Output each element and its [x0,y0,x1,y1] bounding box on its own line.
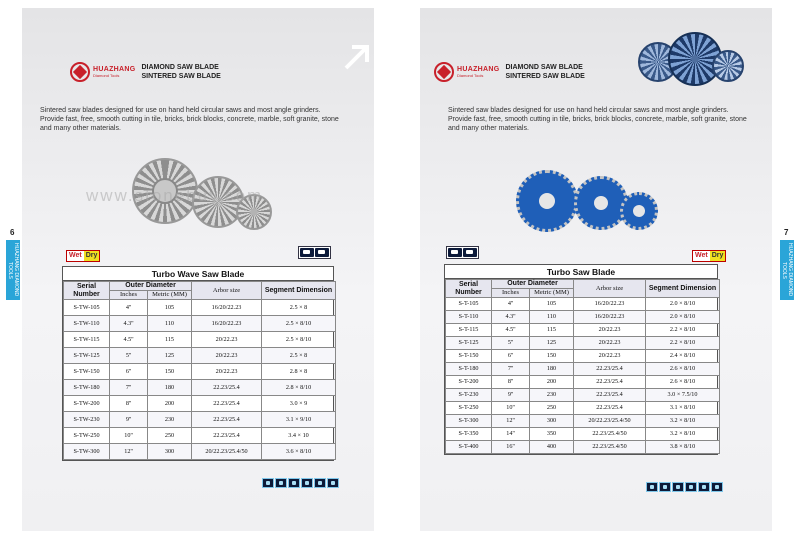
table-row: S-TW-230 9'' 230 22.23/25.4 3.1 × 9/10 [64,412,336,428]
arrow-up-right-icon [340,40,374,74]
concrete-icon [288,478,300,488]
table-row: S-T-300 12'' 300 20/22.23/25.4/50 3.2 × 8/10 [446,415,720,428]
stone-icon [327,478,339,488]
table-row: S-T-200 8'' 200 22.23/25.4 2.6 × 8/10 [446,376,720,389]
marble-icon [301,478,313,488]
blade-hub [594,196,608,210]
granite-icon [698,482,710,492]
col-arbor: Arbor size [192,282,262,300]
col-segment: Segment Dimension [262,282,336,300]
page-number-left: 6 [10,228,15,237]
table-row: S-TW-300 12'' 300 20/22.23/25.4/50 3.6 × 8/10 [64,444,336,460]
application-icons-left [262,478,339,488]
table-row: S-T-180 7'' 180 22.23/25.4 2.6 × 8/10 [446,363,720,376]
table-row: S-TW-115 4.5'' 115 20/22.23 2.5 × 8/10 [64,332,336,348]
small-gear-icon [712,50,744,82]
col-metric: Metric (MM) [530,289,574,298]
intro-text: Sintered saw blades designed for use on hand held circular saws and most angle grinders. Provide fast, free, smooth cutting in tile, bricks, brick blocks, concrete, marble, soft granite, stone and many other materials. [40,107,339,132]
spec-table [445,279,720,454]
col-serial: Serial Number [64,282,110,300]
circular-saw-icon [463,248,477,257]
section-heading [141,63,220,81]
spec-table-turbo-wave [62,266,334,461]
col-inches: Inches [110,291,148,300]
brick-icon [275,478,287,488]
tile-icon [262,478,274,488]
grinder-icon [448,248,462,257]
table-row: S-TW-125 5'' 125 20/22.23 2.5 × 8 [64,348,336,364]
table-row: S-TW-110 4.3'' 110 16/20/22.23 2.5 × 8/10 [64,316,336,332]
table-title: Turbo Saw Blade [445,265,717,279]
brand-logo-icon [434,62,454,82]
table-row: S-T-250 10'' 250 22.23/25.4 3.1 × 8/10 [446,402,720,415]
grinder-icon [300,248,314,257]
table-row: S-T-350 14'' 350 22.23/25.4/50 3.2 × 8/10 [446,428,720,441]
page-left [22,8,374,531]
table-row: S-T-400 16'' 400 22.23/25.4/50 3.8 × 8/10 [446,441,720,454]
wet-dry-badge: Wet Dry [66,250,100,262]
brick-icon [659,482,671,492]
page-right [420,8,772,531]
table-row: S-T-125 5'' 125 20/22.23 2.2 × 8/10 [446,337,720,350]
blade-hub [539,193,555,209]
heading-line-1: DIAMOND SAW BLADE [505,64,583,71]
table-row: S-TW-180 7'' 180 22.23/25.4 2.8 × 8/10 [64,380,336,396]
col-metric: Metric (MM) [148,291,192,300]
table-row: S-T-105 4'' 105 16/20/22.23 2.0 × 8/10 [446,298,720,311]
stone-icon [711,482,723,492]
section-heading [505,63,584,81]
intro-text: Sintered saw blades designed for use on hand held circular saws and most angle grinders. Provide fast, free, smooth cutting in tile, bricks, brick blocks, concrete, marble, soft granite, stone and many other materials. [448,107,747,132]
brand-logo-icon [70,62,90,82]
spec-table [63,281,336,460]
wet-dry-badge: Wet Dry [692,250,726,262]
tile-icon [646,482,658,492]
marble-icon [685,482,697,492]
brand-wordmark: HUAZHANG Diamond Tools [457,66,500,78]
heading-line-2: SINTERED SAW BLADE [505,73,585,80]
tool-icons-group [446,246,479,259]
table-row: S-T-150 6'' 150 20/22.23 2.4 × 8/10 [446,350,720,363]
page-number-right: 7 [784,228,789,237]
table-title: Turbo Wave Saw Blade [63,267,333,281]
table-row: S-TW-250 10'' 250 22.23/25.4 3.4 × 10 [64,428,336,444]
table-row: S-TW-105 4'' 105 16/20/22.23 2.5 × 8 [64,300,336,316]
heading-line-1: DIAMOND SAW BLADE [141,64,219,71]
col-segment: Segment Dimension [646,280,720,298]
col-outer-diameter: Outer Diameter [110,282,192,291]
col-serial: Serial Number [446,280,492,298]
heading-line-2: SINTERED SAW BLADE [141,73,221,80]
col-inches: Inches [492,289,530,298]
col-arbor: Arbor size [574,280,646,298]
brand-header [434,62,585,82]
brand-wordmark: HUAZHANG Diamond Tools [93,66,136,78]
table-row: S-T-230 9'' 230 22.23/25.4 3.0 × 7.5/10 [446,389,720,402]
side-tab-left: HUAZHANG DIAMOND TOOLS [6,240,20,300]
watermark-text: www.stonebuy.com [86,186,264,205]
granite-icon [314,478,326,488]
table-row: S-TW-150 6'' 150 20/22.23 2.8 × 8 [64,364,336,380]
table-row: S-TW-200 8'' 200 22.23/25.4 3.0 × 9 [64,396,336,412]
blade-hub [633,205,645,217]
brand-header [70,62,221,82]
spec-table-turbo [444,264,718,455]
side-tab-right: HUAZHANG DIAMOND TOOLS [780,240,794,300]
col-outer-diameter: Outer Diameter [492,280,574,289]
concrete-icon [672,482,684,492]
table-row: S-T-110 4.3'' 110 16/20/22.23 2.0 × 8/10 [446,311,720,324]
table-row: S-T-115 4.5'' 115 20/22.23 2.2 × 8/10 [446,324,720,337]
application-icons-right [646,482,723,492]
circular-saw-icon [315,248,329,257]
tool-icons-group [298,246,331,259]
